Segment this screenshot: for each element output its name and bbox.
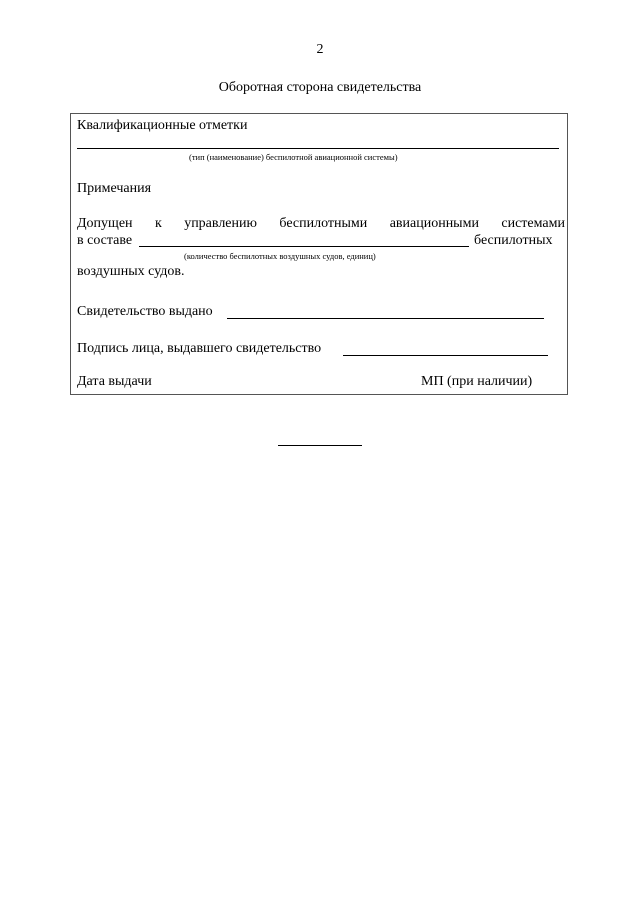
issued-by-label: Свидетельство выдано bbox=[77, 304, 213, 319]
qualification-label: Квалификационные отметки bbox=[77, 118, 248, 133]
aircraft-count-line bbox=[139, 246, 469, 247]
admitted-text bbox=[77, 216, 565, 232]
aircraft-text: воздушных судов. bbox=[77, 264, 185, 279]
signature-label: Подпись лица, выдавшего свидетельство bbox=[77, 341, 322, 356]
page-number: 2 bbox=[316, 42, 324, 57]
certificate-back-form bbox=[70, 113, 568, 395]
admitted-word: управлению bbox=[184, 216, 257, 231]
notes-label: Примечания bbox=[77, 181, 152, 196]
end-of-page-rule bbox=[278, 445, 362, 446]
admitted-word: беспилотными bbox=[279, 216, 368, 231]
composition-caption: (количество беспилотных воздушных судов, единиц) bbox=[184, 251, 376, 261]
admitted-word: системами bbox=[501, 216, 565, 231]
issue-date-label: Дата выдачи bbox=[77, 374, 152, 389]
admitted-word: авиационными bbox=[389, 216, 479, 231]
admitted-word: к bbox=[154, 216, 162, 231]
issued-by-line bbox=[227, 318, 544, 319]
qualification-line bbox=[77, 148, 559, 149]
page-title: Оборотная сторона свидетельства bbox=[218, 80, 422, 95]
admitted-word: Допущен bbox=[77, 216, 133, 231]
qualification-caption: (тип (наименование) беспилотной авиационной системы) bbox=[189, 152, 398, 162]
composition-prefix: в составе bbox=[77, 233, 133, 248]
stamp-label: МП (при наличии) bbox=[421, 374, 533, 389]
signature-line bbox=[343, 355, 548, 356]
composition-suffix: беспилотных bbox=[474, 233, 553, 248]
